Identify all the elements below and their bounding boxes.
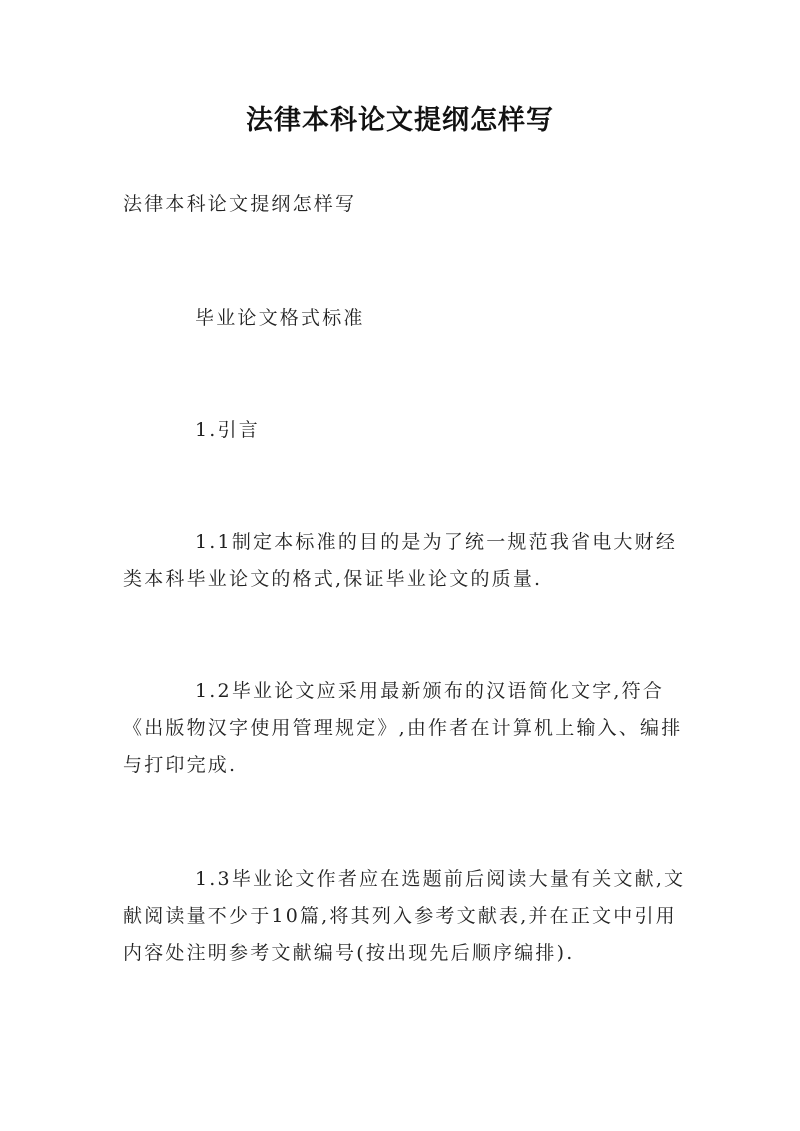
paragraph-1-1: 1.1制定本标准的目的是为了统一规范我省电大财经类本科毕业论文的格式,保证毕业论文的质量. [123,531,678,590]
paragraph-introduction-heading: 1.引言 [195,419,260,441]
paragraph-1-2: 1.2毕业论文应采用最新颁布的汉语简化文字,符合《出版物汉字使用管理规定》,由作者在计算机上输入、编排与打印完成. [123,680,683,776]
document-title: 法律本科论文提纲怎样写 [246,105,554,136]
paragraph-subtitle: 法律本科论文提纲怎样写 [123,193,357,215]
paragraph-1-3: 1.3毕业论文作者应在选题前后阅读大量有关文献,文献阅读量不少于10篇,将其列入参考文献表,并在正文中引用内容处注明参考文献编号(按出现先后顺序编排). [123,868,686,964]
paragraph-format-standard: 毕业论文格式标准 [195,307,365,329]
